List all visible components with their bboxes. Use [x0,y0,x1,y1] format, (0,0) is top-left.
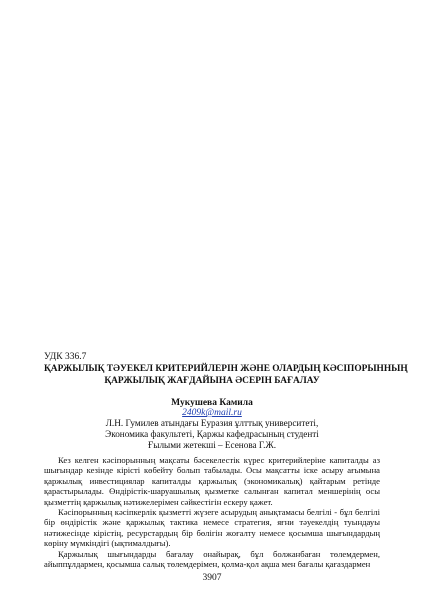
title-line-2: ҚАРЖЫЛЫҚ ЖАҒДАЙЫНА ӘСЕРІН БАҒАЛАУ [104,375,320,386]
page-number: 3907 [202,573,222,583]
affiliation-line-1: Л.Н. Гумилев атындағы Еуразия ұлттық университеті, [105,418,319,428]
author-affiliation [44,418,380,450]
body-paragraph-1: Кез келген кәсіпорынның мақсаты бәсекелестік күрес критерийлеріне капиталды аз шығындар кезінде кірісті көбейту болып табылады. Осы мақсатты іске асыру ағымына қаржылық инвестициялар капиталды қаржылық (экономикалық) қайтарым ретінде қарастырылады. Өндірістік-шаруашылық қызметке салынған капитал меншерінің осы қызметтің қаржылық нәтижелерімен сәйкестігін ескеру қажет. [44,455,380,507]
body-paragraph-2: Кәсіпорынның кәсіпкерлік қызметті жүзеге асырудың анықтамасы белгілі - бұл белгілі бір өндірістік және қаржылық тактика немесе стратегия, яғни тәуекелдің туындауы нәтижесінде кірістің, ресурстардың бір бөлігін жоғалту немесе қосымша шығындардың көріну мүмкіндігі (ықтималдығы). [44,507,380,549]
udk-code: УДК 336.7 [44,352,87,362]
author-name: Мукушева Камила [171,398,253,408]
affiliation-line-3: Ғылыми жетекші – Есенова Г.Ж. [147,439,277,450]
title-line-1: ҚАРЖЫЛЫҚ ТӘУЕКЕЛ КРИТЕРИЙЛЕРІН ЖӘНЕ ОЛАРДЫҢ КӘСІПОРЫННЫҢ [44,364,408,374]
affiliation-line-2: Экономика факультеті, Қаржы кафедрасының студенті [105,428,319,439]
article-body [44,455,380,569]
author-email-link[interactable]: 2409k@mail.ru [182,408,242,418]
article-title [44,364,408,387]
body-paragraph-3: Қаржылық шығындарды бағалау онайырақ, бұл болжанбаған төлемдермен, айыппұлдармен, қосымша салық төлемдерімен, қолма-қол ақша мен бағалы қағаздармен [44,548,380,570]
